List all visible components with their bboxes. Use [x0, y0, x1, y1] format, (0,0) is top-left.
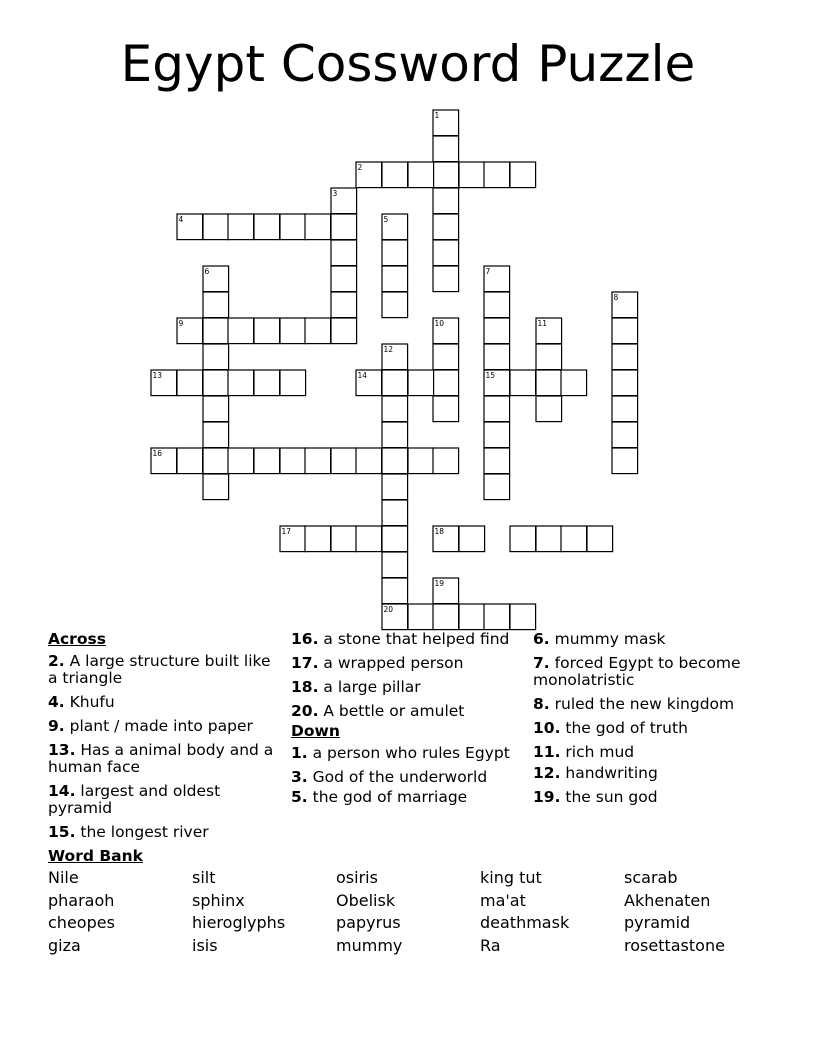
grid-cell[interactable] [433, 188, 459, 214]
grid-cell[interactable] [408, 162, 434, 188]
down-clue-1: 1. a person who rules Egypt [291, 744, 510, 762]
clue-number-8: 8 [613, 293, 619, 302]
grid-cell[interactable] [382, 240, 408, 266]
clue-number-16: 16 [152, 449, 163, 458]
grid-cell[interactable] [612, 318, 638, 344]
grid-cell[interactable] [484, 422, 510, 448]
grid-cell[interactable] [484, 292, 510, 318]
across-clue-2: 2. A large structure built like a triangle [48, 652, 271, 687]
grid-cell[interactable] [203, 214, 229, 240]
grid-cell[interactable] [536, 370, 562, 396]
clue-number-6: 6 [204, 267, 210, 276]
grid-cell[interactable] [254, 214, 280, 240]
grid-cell[interactable] [612, 370, 638, 396]
word-bank-item: scarab [624, 868, 678, 887]
grid-cell[interactable] [484, 448, 510, 474]
clue-number-10: 10 [434, 319, 445, 328]
grid-cell[interactable] [331, 266, 357, 292]
word-bank-item: cheopes [48, 913, 115, 932]
grid-cell[interactable] [254, 318, 280, 344]
down-heading: Down [291, 722, 340, 740]
clue-number-15: 15 [485, 371, 496, 380]
grid-cell[interactable] [228, 318, 254, 344]
clue-number-7: 7 [485, 267, 491, 276]
grid-cell[interactable] [612, 448, 638, 474]
clue-number-4: 4 [178, 215, 184, 224]
grid-cell[interactable] [305, 526, 331, 552]
grid-cell[interactable] [203, 474, 229, 500]
grid-cell[interactable] [382, 448, 408, 474]
grid-cell[interactable] [382, 500, 408, 526]
grid-cell[interactable] [484, 318, 510, 344]
grid-cell[interactable] [382, 474, 408, 500]
word-bank-item: mummy [336, 935, 403, 955]
grid-cell[interactable] [536, 526, 562, 552]
down-clue-6: 6. mummy mask [533, 630, 666, 648]
grid-cell[interactable] [433, 266, 459, 292]
grid-cell[interactable] [331, 214, 357, 240]
grid-cell[interactable] [254, 370, 280, 396]
clue-number-3: 3 [332, 189, 338, 198]
grid-cell[interactable] [356, 526, 382, 552]
down-clue-11: 11. rich mud [533, 743, 635, 761]
word-bank-item: osiris [336, 868, 378, 887]
grid-cell[interactable] [510, 370, 536, 396]
down-clue-7: 7. forced Egypt to become monolatristic [533, 654, 741, 689]
grid-cell[interactable] [228, 370, 254, 396]
clue-number-1: 1 [434, 111, 440, 120]
word-bank-item: pharaoh [48, 890, 115, 910]
grid-cell[interactable] [484, 162, 510, 188]
grid-cell[interactable] [433, 240, 459, 266]
grid-cell[interactable] [305, 448, 331, 474]
grid-cell[interactable] [331, 448, 357, 474]
grid-cell[interactable] [382, 266, 408, 292]
grid-cell[interactable] [510, 526, 536, 552]
across-heading: Across [48, 630, 106, 648]
word-bank-heading: Word Bank [48, 847, 143, 865]
grid-cell[interactable] [203, 396, 229, 422]
clue-number-9: 9 [178, 319, 184, 328]
across-clue-18: 18. a large pillar [291, 678, 421, 696]
grid-cell[interactable] [203, 292, 229, 318]
grid-cell[interactable] [382, 370, 408, 396]
grid-cell[interactable] [433, 396, 459, 422]
grid-cell[interactable] [459, 526, 485, 552]
grid-cell[interactable] [612, 344, 638, 370]
word-bank-item: Nile [48, 868, 79, 887]
grid-cell[interactable] [331, 292, 357, 318]
grid-cell[interactable] [254, 448, 280, 474]
grid-cell[interactable] [203, 370, 229, 396]
down-clue-5: 5. the god of marriage [291, 788, 468, 806]
grid-cell[interactable] [228, 214, 254, 240]
clue-number-12: 12 [383, 345, 394, 354]
grid-cell[interactable] [331, 240, 357, 266]
grid-cell[interactable] [356, 448, 382, 474]
clue-column-3 [533, 631, 773, 813]
grid-cell[interactable] [484, 396, 510, 422]
grid-cell[interactable] [587, 526, 613, 552]
grid-cell[interactable] [484, 604, 510, 630]
grid-cell[interactable] [536, 344, 562, 370]
grid-cell[interactable] [459, 162, 485, 188]
word-bank-item: Akhenaten [624, 890, 711, 910]
down-clue-10: 10. the god of truth [533, 719, 688, 737]
down-clue-19: 19. the sun god [533, 788, 658, 806]
grid-cell[interactable] [228, 448, 254, 474]
clue-number-5: 5 [383, 215, 389, 224]
word-bank-item: pyramid [624, 913, 691, 932]
word-bank-column-1 [48, 867, 115, 957]
grid-cell[interactable] [433, 214, 459, 240]
grid-cell[interactable] [408, 448, 434, 474]
word-bank-item: Obelisk [336, 890, 396, 910]
clue-number-2: 2 [357, 163, 363, 172]
down-clue-8: 8. ruled the new kingdom [533, 695, 735, 713]
word-bank-item: papyrus [336, 913, 401, 932]
grid-cell[interactable] [382, 162, 408, 188]
grid-cell[interactable] [382, 422, 408, 448]
grid-cell[interactable] [382, 292, 408, 318]
grid-cell[interactable] [382, 526, 408, 552]
across-clue-16: 16. a stone that helped find [291, 630, 510, 648]
grid-cell[interactable] [484, 344, 510, 370]
word-bank-item: giza [48, 935, 81, 955]
grid-cell[interactable] [305, 318, 331, 344]
across-clue-20: 20. A bettle or amulet [291, 702, 465, 720]
grid-cell[interactable] [433, 448, 459, 474]
grid-cell[interactable] [203, 448, 229, 474]
grid-cell[interactable] [433, 370, 459, 396]
grid-cell[interactable] [433, 136, 459, 162]
word-bank-column-2 [192, 867, 285, 957]
grid-cell[interactable] [280, 214, 306, 240]
grid-cell[interactable] [484, 474, 510, 500]
clue-number-19: 19 [434, 579, 445, 588]
word-bank-item: isis [192, 935, 218, 955]
down-clue-12: 12. handwriting [533, 764, 658, 782]
word-bank-column-5 [624, 867, 725, 957]
clue-column-2 [291, 631, 523, 813]
grid-cell[interactable] [433, 344, 459, 370]
grid-cell[interactable] [203, 422, 229, 448]
puzzle-title: Egypt Cossword Puzzle [120, 35, 696, 93]
grid-cell[interactable] [561, 370, 587, 396]
grid-cell[interactable] [612, 396, 638, 422]
grid-cell[interactable] [612, 422, 638, 448]
clue-number-20: 20 [383, 605, 394, 614]
word-bank-item: rosettastone [624, 935, 725, 955]
grid-cell[interactable] [305, 214, 331, 240]
word-bank-item: sphinx [192, 890, 245, 910]
down-clue-3: 3. God of the underworld [291, 768, 488, 786]
clue-column-1 [48, 631, 280, 848]
word-bank-item: ma'at [480, 890, 526, 910]
word-bank-column-3 [336, 867, 402, 957]
grid-cell[interactable] [433, 604, 459, 630]
grid-cell[interactable] [459, 604, 485, 630]
across-clue-14: 14. largest and oldest pyramid [48, 782, 221, 817]
across-clue-17: 17. a wrapped person [291, 654, 464, 672]
grid-cell[interactable] [382, 552, 408, 578]
grid-cell[interactable] [331, 318, 357, 344]
grid-cell[interactable] [280, 318, 306, 344]
clue-number-18: 18 [434, 527, 445, 536]
grid-cell[interactable] [382, 396, 408, 422]
word-bank-item: hieroglyphs [192, 913, 286, 932]
word-bank-item: deathmask [480, 913, 570, 932]
grid-cell[interactable] [203, 318, 229, 344]
grid-cell[interactable] [510, 604, 536, 630]
clue-number-11: 11 [537, 319, 548, 328]
grid-cell[interactable] [177, 370, 203, 396]
grid-cell[interactable] [510, 162, 536, 188]
grid-cell[interactable] [203, 344, 229, 370]
word-bank-column-4 [480, 867, 569, 957]
grid-cell[interactable] [177, 448, 203, 474]
word-bank-item: silt [192, 868, 216, 887]
clue-number-13: 13 [152, 371, 163, 380]
grid-cell[interactable] [433, 162, 459, 188]
grid-cell[interactable] [536, 396, 562, 422]
across-clue-13: 13. Has a animal body and a human face [48, 741, 274, 776]
grid-cell[interactable] [408, 370, 434, 396]
clue-number-17: 17 [281, 527, 292, 536]
word-bank-item: Ra [480, 935, 501, 955]
grid-cell[interactable] [408, 604, 434, 630]
grid-cell[interactable] [280, 448, 306, 474]
grid-cell[interactable] [331, 526, 357, 552]
clue-number-14: 14 [357, 371, 368, 380]
grid-cell[interactable] [382, 578, 408, 604]
word-bank-item: king tut [480, 868, 542, 887]
across-clue-9: 9. plant / made into paper [48, 717, 253, 735]
across-clue-15: 15. the longest river [48, 823, 209, 841]
across-clue-4: 4. Khufu [48, 693, 115, 711]
grid-cell[interactable] [561, 526, 587, 552]
grid-cell[interactable] [280, 370, 306, 396]
